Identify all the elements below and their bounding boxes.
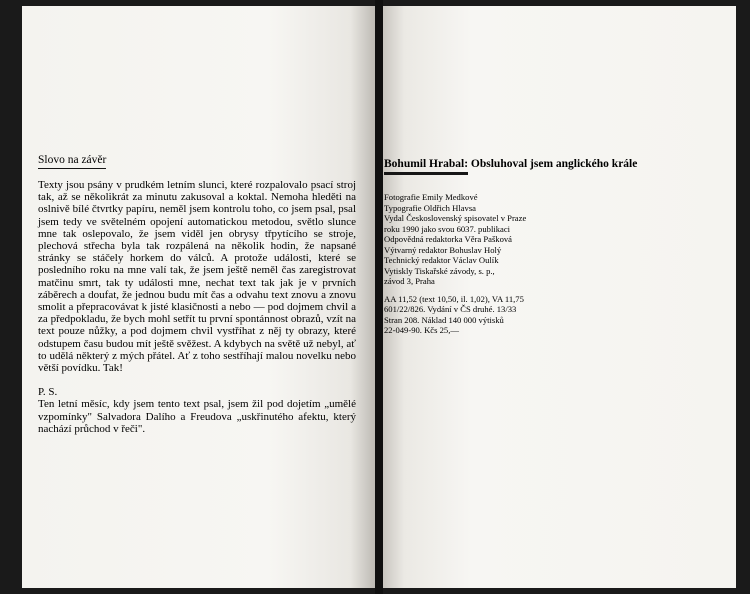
colophon-credits <box>384 192 714 336</box>
title-underline <box>384 172 468 175</box>
print-line: 601/22/826. Vydání v ČS druhé. 13/33 <box>384 304 517 314</box>
colophon-line: Vytiskly Tiskařské závody, s. p., <box>384 265 495 276</box>
afterword-heading: Slovo na závěr <box>38 154 106 169</box>
afterword-paragraph: Texty jsou psány v prudkém letním slunci, které rozpalovalo psací stroj tak, až se několikrát za minutu zakusoval a koktal. Nemoha hleděti na oslnivě bílé čtvrtky papíru, neměl jsem kontrolu toho, co jsem psal, psal jsem tedy ve světelném opojení automatickou metodou, světlo slunce mne tak oslepovalo, že jsem viděl jen obrysy třpytícího se stroje, plechová střecha byla tak rozpálená na několik hodin, že napsané stránky se stáčely horkem do válců. A protože události, které se posledního roku na mne valí tak, že jsem ještě neměl čas zaregistrovat matčinu smrt, tak ty události mne, nechat text tak jak je v prvních záběrech a doufat, že jednou budu mít čas a odvahu text znovu a znovu smolit a přepracovávat k jisté klasičnosti a nebo — pod dojmem chvil a za předpokladu, že bych mohl setřít tu první spontánnost obrazů, vzít na text pouze nůžky, a pod dojmem chvil vystříhat z něj ty obrazy, které odstupem času budou mít ještě svěžest. A kdybych na světě už nebyl, ať to udělá některý z mých přátel. Ať z toho sestříhají malou novelku nebo větší povídku. Tak! <box>38 179 356 375</box>
postscript-text: Ten letní měsíc, kdy jsem tento text psal, jsem žil pod dojetím „umělé vzpomínky" Salvadora Dalího a Freudova „uskřinutého afektu, který nachází průchod v řeči". <box>38 398 356 435</box>
author-name: Bohumil Hrabal: <box>384 158 469 170</box>
colophon-line: Výtvarný redaktor Bohuslav Holý <box>384 244 502 255</box>
book-gutter <box>375 0 383 594</box>
afterword-section <box>38 150 356 435</box>
print-line: AA 11,52 (text 10,50, il. 1,02), VA 11,75 <box>384 293 524 304</box>
print-line: 22-049-90. Kčs 25,— <box>384 325 459 335</box>
postscript-label: P. S. <box>38 386 58 399</box>
colophon-line: Fotografie Emily Medkové <box>384 192 478 202</box>
colophon-line: Odpovědná redaktorka Věra Pašková <box>384 234 512 244</box>
book-title <box>384 158 637 170</box>
colophon-line: Vydal Československý spisovatel v Praze <box>384 213 527 223</box>
colophon-section <box>384 154 714 336</box>
colophon-line: Technický redaktor Václav Oulík <box>384 255 499 265</box>
colophon-line: roku 1990 jako svou 6037. publikaci <box>384 223 511 234</box>
print-line: Stran 208. Náklad 140 000 výtisků <box>384 314 504 325</box>
colophon-line: Typografie Oldřich Hlavsa <box>384 202 476 213</box>
title-text: Obsluhoval jsem anglického krále <box>468 158 638 170</box>
colophon-line: závod 3, Praha <box>384 276 435 286</box>
